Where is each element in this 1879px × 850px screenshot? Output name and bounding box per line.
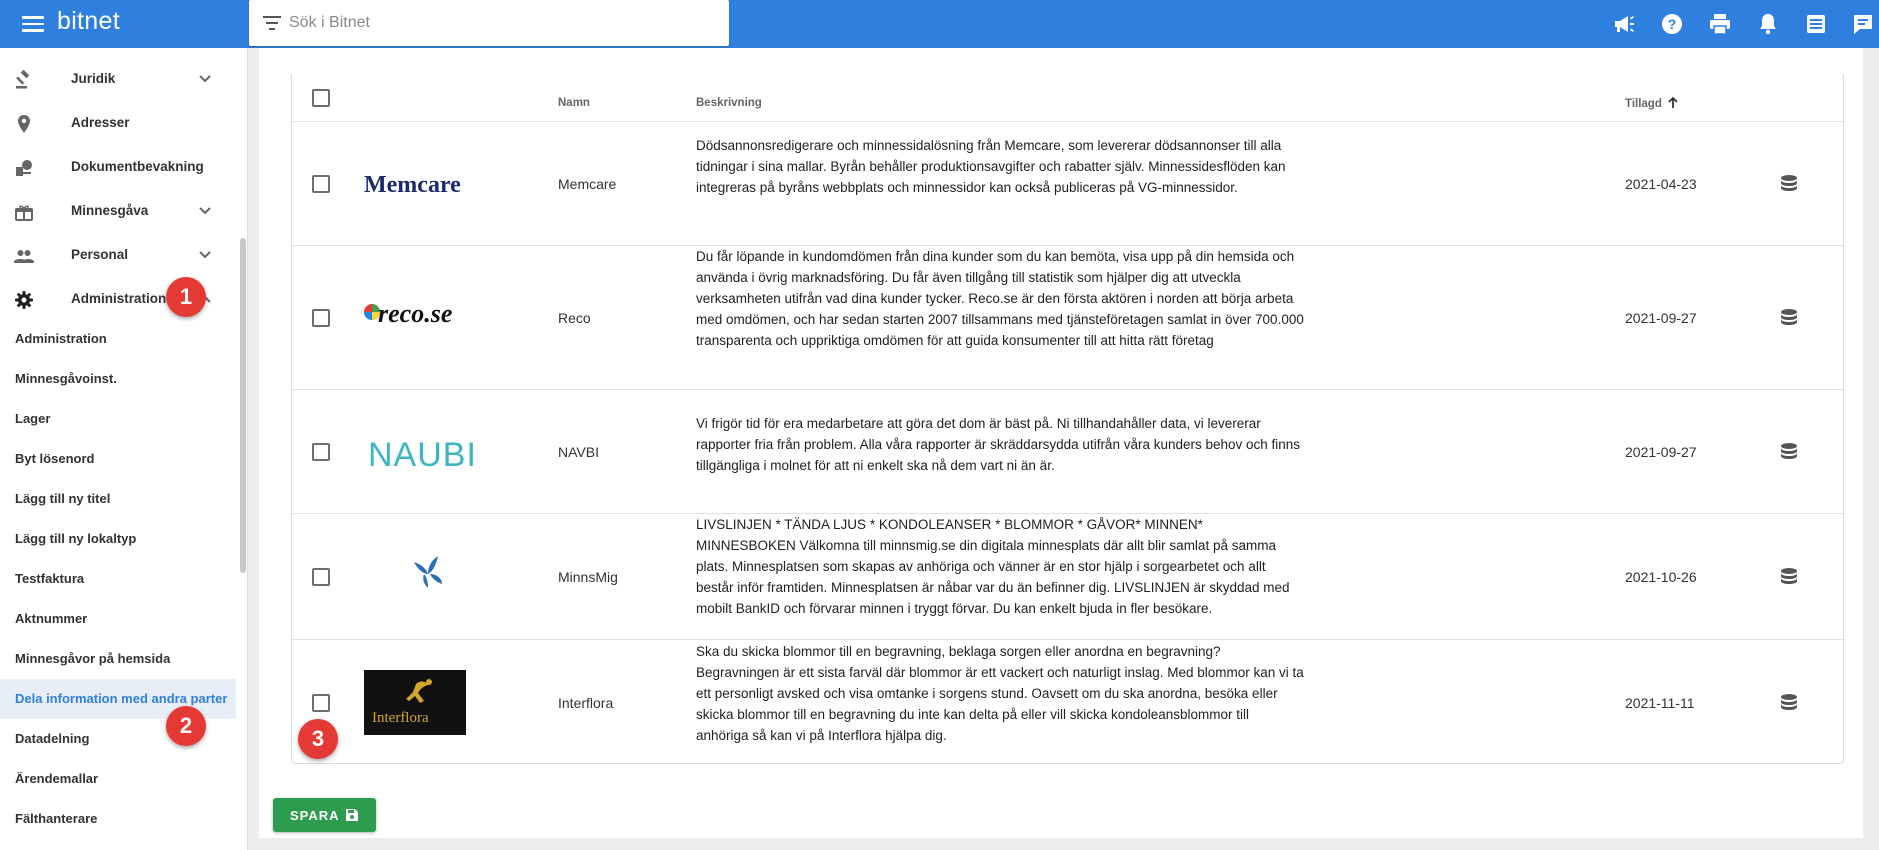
table-row[interactable]	[292, 390, 1843, 514]
database-icon[interactable]	[1780, 442, 1798, 462]
sidebar-item-label: Administration	[71, 291, 167, 306]
database-icon[interactable]	[1780, 693, 1798, 713]
partner-name: MinnsMig	[558, 569, 618, 585]
minnsmig-logo	[364, 544, 466, 609]
sidebar-item-minnesgava[interactable]	[0, 190, 236, 234]
table-row[interactable]	[292, 122, 1843, 246]
partner-name: NAVBI	[558, 444, 599, 460]
partners-card	[259, 48, 1863, 838]
app-brand[interactable]: bitnet	[57, 7, 120, 35]
sidebar-item-juridik[interactable]	[0, 58, 236, 102]
column-header-added[interactable]: Tillagd	[1625, 97, 1679, 110]
chevron-down-icon	[198, 206, 212, 216]
save-icon	[345, 808, 359, 822]
row-checkbox[interactable]	[312, 694, 330, 712]
search-box[interactable]	[249, 0, 729, 46]
partner-description: LIVSLINJEN * TÄNDA LJUS * KONDOLEANSER * BLOMMOR * GÅVOR* MINNEN* MINNESBOKEN Välkomna till minnsmig.se din digitala minnesplats där allt blir samlat på samma plats. Minnesplatsen som skapas av anhöriga och vänner är en stor hjälp i sorgearbetet och allt består inför framtiden. Minnesplatsen är nåbar var du än befinner dig. LIVSLINJEN är skyddad med mobilt BankID och förvarar minnen i tryggt förvar. Du kan enkelt bjuda in fler besökare.	[696, 517, 1290, 616]
sidebar-sub-lager[interactable]: Lager	[15, 411, 51, 426]
added-date: 2021-10-26	[1625, 569, 1697, 585]
sidebar-item-dokumentbevakning[interactable]	[0, 146, 236, 190]
reco-logo	[364, 286, 466, 351]
partner-description: Vi frigör tid för era medarbetare att göra det dom är bäst på. Ni tillhandahåller data, vi levererar rapporter fria från problem. Alla våra rapporter är skräddarsydda utifrån våra kunders behov och finns tillgängliga i molnet för att ni enkelt ska nå dem vart ni än är.	[696, 416, 1301, 473]
gear-icon	[14, 290, 34, 310]
partner-description: Dödsannonsredigerare och minnessidalösning från Memcare, som levererar dödsannonser till alla tidningar i sina mallar. Byrån behåller produktionsavgifter och rabatter själv. Minnessidesflöden kan integreras på byråns webbplats och minnessidor kan också publiceras på VG-minnessidor.	[696, 138, 1286, 195]
partner-description: Du får löpande in kundomdömen från dina kunder som du kan bemöta, visa upp på din hemsida och använda i övrig marknadsföring. Du får även tillgång till statistik som hjälper dig att utveckla verksamheten utifrån vad dina kunder tycker. Reco.se är den första aktören i norden att börja arbeta med omdömen, och har sedan starten 2007 tillsammans med tjänsteföretagen samlat in över 700.000 transparenta och uppriktiga omdömen för att guida konsumenter till att hitta rätt företag	[696, 249, 1304, 348]
sidebar-sub-lagg-till-ny-titel[interactable]: Lägg till ny titel	[15, 491, 111, 506]
sidebar-item-label: Adresser	[71, 115, 130, 130]
people-icon	[14, 246, 34, 266]
svg-text:Interflora: Interflora	[372, 710, 429, 726]
top-bar	[0, 0, 1879, 48]
feedback-icon[interactable]	[1850, 11, 1876, 37]
chevron-down-icon	[198, 74, 212, 84]
sidebar-sub-minnesgavoinst[interactable]: Minnesgåvoinst.	[15, 371, 117, 386]
database-icon[interactable]	[1780, 567, 1798, 587]
sidebar-sub-datadelning[interactable]: Datadelning	[15, 731, 90, 746]
list-icon[interactable]	[1803, 11, 1829, 37]
navbi-logo	[364, 420, 477, 485]
sidebar-sub-testfaktura[interactable]: Testfaktura	[15, 571, 85, 586]
memcare-logo	[364, 152, 466, 217]
gavel-icon	[14, 70, 34, 90]
bell-icon[interactable]	[1755, 11, 1781, 37]
location-icon	[14, 114, 34, 134]
row-checkbox[interactable]	[312, 443, 330, 461]
table-header-row	[292, 74, 1843, 122]
megaphone-icon[interactable]	[1611, 11, 1637, 37]
document-watch-icon	[14, 158, 34, 178]
database-icon[interactable]	[1780, 174, 1798, 194]
help-icon[interactable]	[1659, 11, 1685, 37]
sidebar-sub-administration[interactable]: Administration	[15, 331, 107, 346]
svg-text:Memcare: Memcare	[364, 172, 461, 198]
print-icon[interactable]	[1707, 11, 1733, 37]
annotation-badge-2: 2	[166, 706, 206, 746]
sidebar-scrollbar[interactable]	[240, 238, 246, 573]
svg-text:NAUBI: NAUBI	[368, 436, 477, 474]
sidebar-item-personal[interactable]	[0, 234, 236, 278]
table-row[interactable]	[292, 640, 1843, 764]
save-button[interactable]: SPARA	[273, 798, 376, 832]
table-row[interactable]	[292, 514, 1843, 640]
sidebar-item-label: Personal	[71, 247, 129, 262]
added-date: 2021-09-27	[1625, 310, 1697, 326]
sidebar-sub-byt-losenord[interactable]: Byt lösenord	[15, 451, 95, 466]
sidebar-sub-arendemallar[interactable]: Ärendemallar	[15, 771, 99, 786]
partners-table	[291, 74, 1844, 764]
column-header-description[interactable]: Beskrivning	[696, 97, 762, 109]
svg-text:?: ?	[1667, 16, 1677, 32]
sidebar-item-label: Juridik	[71, 71, 116, 86]
chevron-down-icon	[198, 250, 212, 260]
added-date: 2021-09-27	[1625, 444, 1697, 460]
partner-name: Memcare	[558, 176, 617, 192]
hamburger-menu-icon[interactable]	[22, 13, 44, 33]
sidebar-sub-dela-information[interactable]: Dela information med andra parter	[0, 679, 236, 719]
annotation-badge-1: 1	[166, 277, 206, 317]
row-checkbox[interactable]	[312, 309, 330, 327]
search-input[interactable]	[289, 8, 719, 38]
main-content	[249, 48, 1879, 850]
sidebar-item-label: Minnesgåva	[71, 203, 149, 218]
filter-icon	[263, 15, 281, 31]
sidebar-sub-aktnummer[interactable]: Aktnummer	[15, 611, 88, 626]
sidebar-item-adresser[interactable]	[0, 102, 236, 146]
row-checkbox[interactable]	[312, 175, 330, 193]
select-all-checkbox[interactable]	[312, 89, 330, 107]
sidebar-sub-minnesgavor-pa-hemsida[interactable]: Minnesgåvor på hemsida	[15, 651, 171, 666]
sidebar	[0, 48, 248, 850]
table-row[interactable]	[292, 246, 1843, 390]
annotation-badge-3: 3	[298, 719, 338, 759]
interflora-logo	[364, 670, 466, 735]
svg-text:reco.se: reco.se	[378, 299, 453, 328]
database-icon[interactable]	[1780, 308, 1798, 328]
sidebar-sub-lagg-till-ny-lokaltyp[interactable]: Lägg till ny lokaltyp	[15, 531, 137, 546]
row-checkbox[interactable]	[312, 568, 330, 586]
sort-arrow-up-icon	[1667, 97, 1679, 109]
partner-name: Interflora	[558, 695, 614, 711]
added-date: 2021-11-11	[1625, 695, 1695, 711]
partner-description: Ska du skicka blommor till en begravning, beklaga sorgen eller anordna en begravning? Begravningen är ett sista farväl där blommor är ett vackert och naturligt inslag. Med blommor kan vi ta ett personligt avsked och visa omtanke i sorgens stund. Oavsett om du ska anordna, besöka eller skicka blommor till en begravning du inte kan delta på eller vill skicka kondoleansblommor till anhöriga så kan vi på Interflora hjälpa dig.	[696, 644, 1304, 743]
gift-icon	[14, 202, 34, 222]
column-header-name[interactable]: Namn	[558, 97, 590, 109]
added-date: 2021-04-23	[1625, 176, 1697, 192]
partner-name: Reco	[558, 310, 591, 326]
sidebar-sub-falthanterare[interactable]: Fälthanterare	[15, 811, 98, 826]
sidebar-item-label: Dokumentbevakning	[71, 159, 204, 174]
